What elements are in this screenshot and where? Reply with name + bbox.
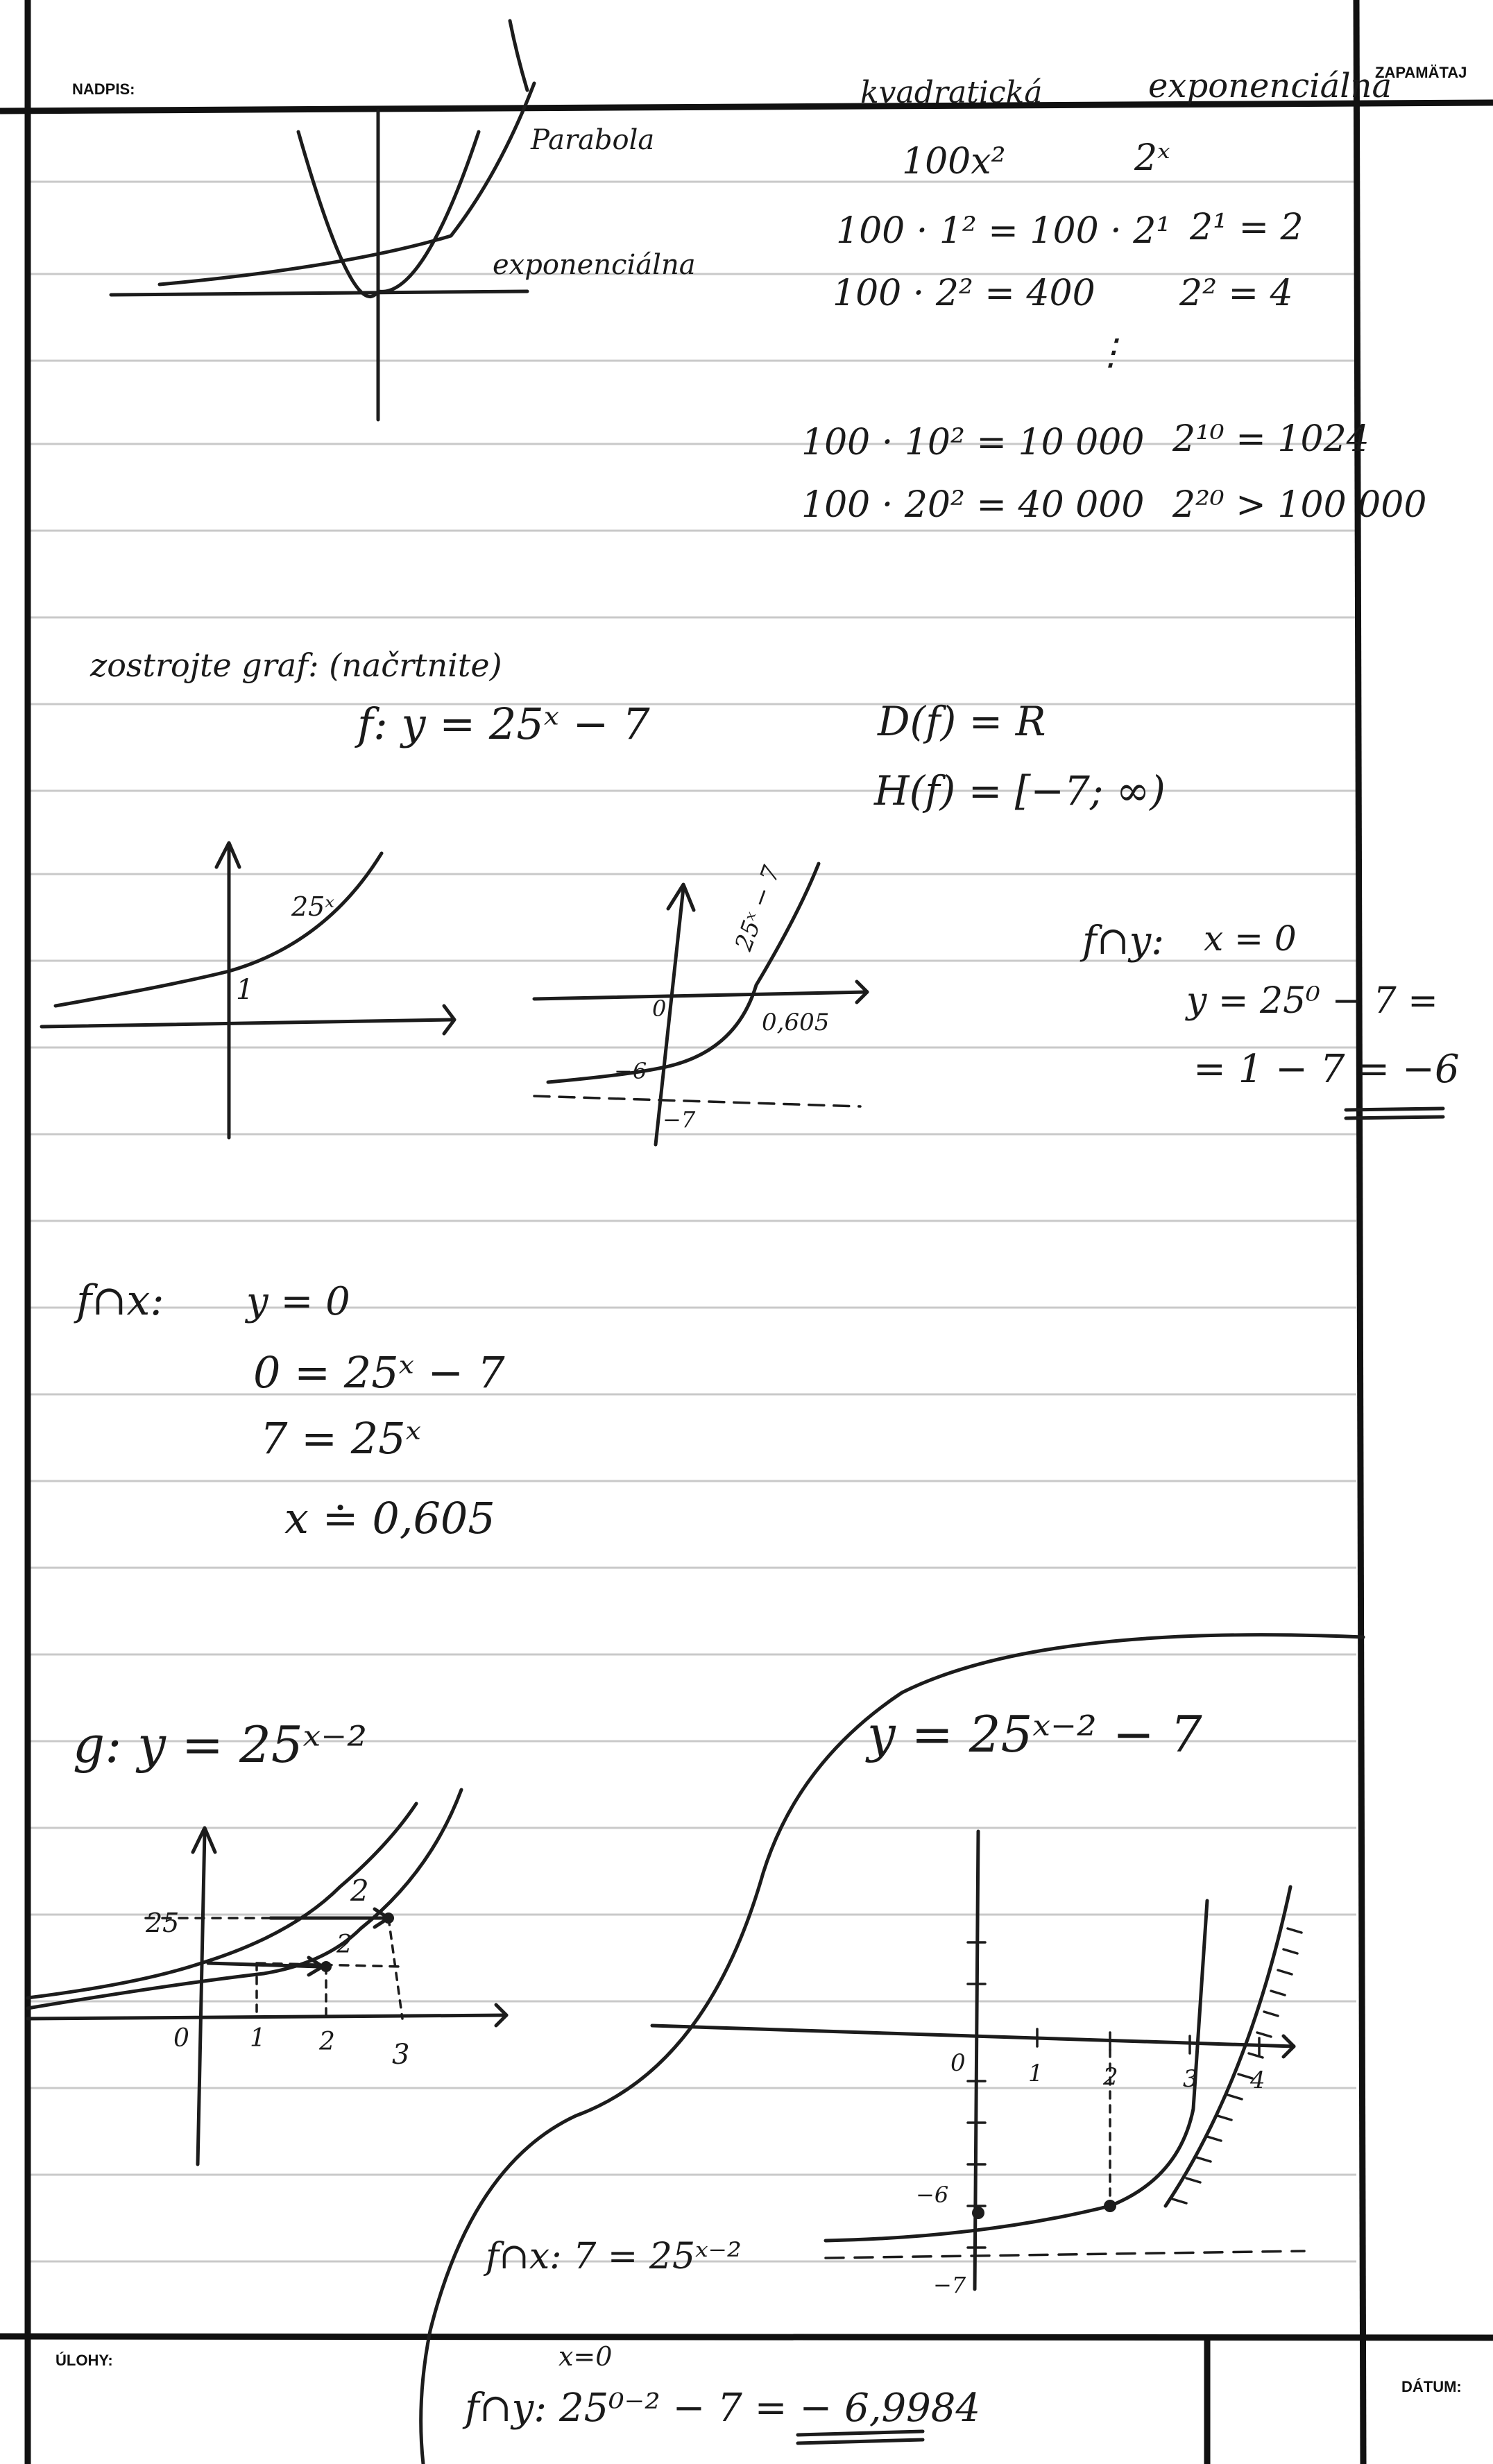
h-label-1: 1 [1028,2060,1043,2087]
quad-row-dots: ⋮ [1093,332,1129,373]
intersect-y-line1: y = 25⁰ − 7 = [1186,980,1438,1022]
instruction: zostrojte graf: (načrtnite) [90,647,502,684]
range-f: H(f) = [−7; ∞) [874,767,1166,814]
intersect-x-title: f∩x: [76,1276,164,1325]
h-intersect-x: f∩x: 7 = 25ˣ⁻² [486,2236,742,2277]
label-2: 2 [319,2028,335,2056]
h-label-3: 3 [1183,2065,1198,2093]
label-minus-7: −7 [663,1106,696,1133]
notes-label: ZAPAMÄTAJ [1375,64,1467,81]
quad-row-4: 100 · 20² = 40 000 [801,484,1145,526]
label-3: 3 [392,2039,410,2071]
intersect-x-line3: x ≐ 0,605 [284,1493,495,1543]
exp-row-3: 2¹⁰ = 1024 [1172,418,1370,460]
exp-row-2: 2² = 4 [1179,273,1293,314]
exp-formula: 2ˣ [1134,137,1170,179]
task-g [28,1716,506,2164]
header-label: NADPIS: [72,80,135,98]
ruled-lines [28,182,1356,2261]
intersect-y-cond: x = 0 [1204,918,1297,959]
col-exponential: exponenciálna [1148,67,1392,105]
intersect-x-line1: 0 = 25ˣ − 7 [253,1347,505,1398]
quad-row-1: 100 · 1² = 100 · 2¹ [836,210,1171,252]
h-intersect-y-cond: x=0 [558,2341,613,2372]
exp-row-4: 2²⁰ > 100 000 [1172,484,1427,526]
label-minus-6: −6 [614,1058,647,1084]
label-exponential: exponenciálna [493,249,696,281]
intersect-y-line2: = 1 − 7 = −6 [1193,1047,1460,1092]
col-quadratic: kvadratická [860,75,1043,110]
quad-row-3: 100 · 10² = 10 000 [801,422,1145,463]
intersection-x-axis [74,1276,505,1543]
intersection-y-axis [1080,918,1460,1118]
function-h: y = 25ˣ⁻² − 7 [867,1705,1202,1763]
tick-1: 1 [236,974,254,1006]
date-label: DÁTUM: [1401,2378,1462,2395]
label-1: 1 [250,2024,266,2053]
graph-25x [42,843,454,1138]
function-g: g: y = 25ˣ⁻² [73,1716,368,1774]
intersect-x-line2: 7 = 25ˣ [260,1413,421,1464]
label-25: 25 [146,1908,180,1938]
label-parabola: Parabola [531,124,655,156]
h-label-2: 2 [1103,2063,1118,2091]
label-25x: 25ˣ [291,891,334,922]
quad-formula: 100x² [902,141,1006,182]
h-label-4: 4 [1250,2067,1265,2094]
comparison-table [801,67,1426,526]
tasks-label: ÚLOHY: [56,2352,113,2369]
quad-row-2: 100 · 2² = 400 [833,273,1095,314]
h-intersect-y: f∩y: 25⁰⁻² − 7 = − 6,9984 [465,2386,981,2431]
exp-row-1: 2¹ = 2 [1190,207,1304,248]
function-f: f: y = 25ˣ − 7 [357,699,650,749]
h-label-minus-7: −7 [933,2272,966,2298]
arrow-label-2b: 2 [336,1931,352,1959]
h-label-0: 0 [950,2049,966,2077]
arrow-label-2a: 2 [350,1874,369,1908]
graph-25x-minus-7 [534,862,867,1145]
label-zero: 0 [652,995,667,1022]
intersect-x-cond: y = 0 [246,1279,350,1324]
label-0: 0 [173,2024,189,2053]
label-root: 0,605 [762,1009,830,1036]
h-label-minus-6: −6 [916,2182,949,2208]
label-25x-minus-7: 25ˣ − 7 [729,862,786,955]
domain-f: D(f) = R [878,698,1046,745]
task-f [89,647,1166,814]
task-h [462,1705,1304,2443]
intersect-y-title: f∩y: [1082,918,1165,964]
